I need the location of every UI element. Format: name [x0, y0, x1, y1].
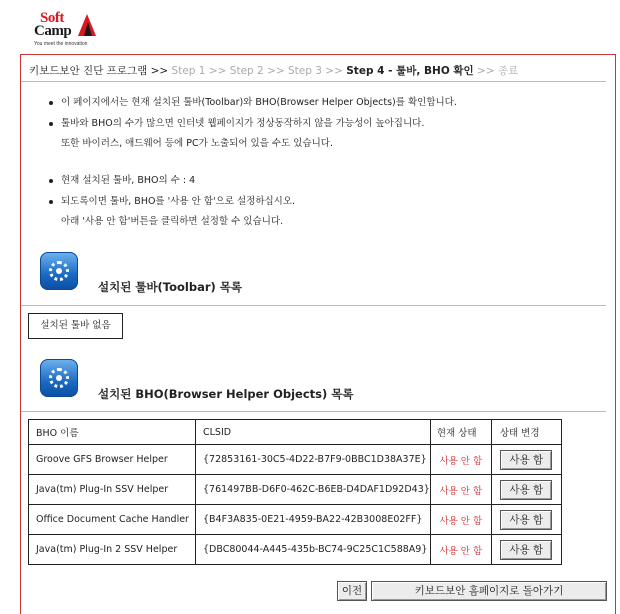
- bho-name: Groove GFS Browser Helper: [29, 445, 196, 475]
- column-header: 현재 상태: [430, 420, 491, 445]
- intro-bullet-continued: 또한 바이러스, 애드웨어 등에 PC가 노출되어 있을 수도 있습니다.: [61, 138, 333, 149]
- enable-button[interactable]: 사용 함: [500, 450, 552, 470]
- logo-tagline: You meet the innovation: [34, 41, 88, 47]
- bho-name: Java(tm) Plug-In 2 SSV Helper: [29, 535, 196, 565]
- enable-button[interactable]: 사용 함: [500, 480, 552, 500]
- bho-status: 사용 안 함: [430, 475, 491, 505]
- gear-icon: [40, 359, 78, 397]
- column-header: BHO 이름: [29, 420, 196, 445]
- bho-clsid: {DBC80044-A445-435b-BC74-9C25C1C588A9}: [196, 535, 431, 565]
- bho-name: Java(tm) Plug-In SSV Helper: [29, 475, 196, 505]
- divider: [21, 411, 606, 412]
- enable-button[interactable]: 사용 함: [500, 540, 552, 560]
- bho-count-bullet: 현재 설치된 툴바, BHO의 수 : 4: [49, 171, 295, 192]
- bho-status: 사용 안 함: [430, 505, 491, 535]
- breadcrumb-sep: >>: [150, 65, 169, 77]
- table-row: [29, 535, 562, 565]
- intro-bullet: 툴바와 BHO의 수가 많으면 인터넷 웹페이지가 정상동작하지 않을 가능성이 높아집니다.: [49, 114, 457, 135]
- bho-status: 사용 안 함: [430, 445, 491, 475]
- logo-text-top: Soft: [40, 10, 64, 26]
- bho-clsid: {B4F3A835-0E21-4959-BA22-42B3008E02FF}: [196, 505, 431, 535]
- intro-list: [49, 93, 457, 155]
- bho-clsid: {72853161-30C5-4D22-B7F9-0BBC1D38A37E}: [196, 445, 431, 475]
- softcamp-logo: [34, 10, 104, 50]
- breadcrumb-program: 키보드보안 진단 프로그램: [29, 65, 148, 77]
- logo-mark-icon: [78, 14, 96, 36]
- bho-name: Office Document Cache Handler: [29, 505, 196, 535]
- home-button[interactable]: 키보드보안 홈페이지로 돌아가기: [371, 581, 607, 601]
- intro-bullet: 이 페이지에서는 현재 설치된 툴바(Toolbar)와 BHO(Browser Helper Objects)를 확인합니다.: [49, 93, 457, 114]
- breadcrumb-sep: >>: [267, 65, 285, 77]
- divider: [21, 305, 606, 306]
- breadcrumb-sep: >>: [325, 65, 343, 77]
- gear-icon: [40, 252, 78, 290]
- breadcrumb-step-4: Step 4 - 툴바, BHO 확인: [346, 65, 474, 77]
- bho-status: 사용 안 함: [430, 535, 491, 565]
- breadcrumb: [29, 63, 518, 78]
- intro-list-2: [49, 171, 295, 233]
- breadcrumb-sep: >>: [477, 65, 495, 77]
- no-toolbar-message: 설치된 툴바 없음: [28, 313, 123, 339]
- breadcrumb-step-end: 종료: [498, 65, 519, 77]
- table-row: [29, 445, 562, 475]
- breadcrumb-step-1: Step 1: [171, 65, 206, 77]
- bho-clsid: {761497BB-D6F0-462C-B6EB-D4DAF1D92D43}: [196, 475, 431, 505]
- bho-table: [28, 419, 562, 565]
- column-header: 상태 변경: [491, 420, 561, 445]
- column-header: CLSID: [196, 420, 431, 445]
- intro-bullet: 되도록이면 툴바, BHO를 '사용 안 함'으로 설정하십시오.: [49, 192, 295, 213]
- table-row: [29, 505, 562, 535]
- prev-button[interactable]: 이전: [337, 581, 367, 601]
- main-panel: [20, 54, 616, 614]
- intro-bullet-continued: 아래 '사용 안 함'버튼을 클릭하면 설정할 수 있습니다.: [61, 216, 284, 227]
- table-header-row: [29, 420, 562, 445]
- bho-section-title: 설치된 BHO(Browser Helper Objects) 목록: [98, 387, 354, 401]
- logo-text-bottom: Camp: [34, 23, 72, 39]
- table-row: [29, 475, 562, 505]
- divider: [21, 81, 606, 82]
- breadcrumb-step-3: Step 3: [288, 65, 322, 77]
- enable-button[interactable]: 사용 함: [500, 510, 552, 530]
- toolbar-section-title: 설치된 툴바(Toolbar) 목록: [98, 280, 243, 294]
- breadcrumb-step-2: Step 2: [229, 65, 264, 77]
- breadcrumb-sep: >>: [208, 65, 227, 77]
